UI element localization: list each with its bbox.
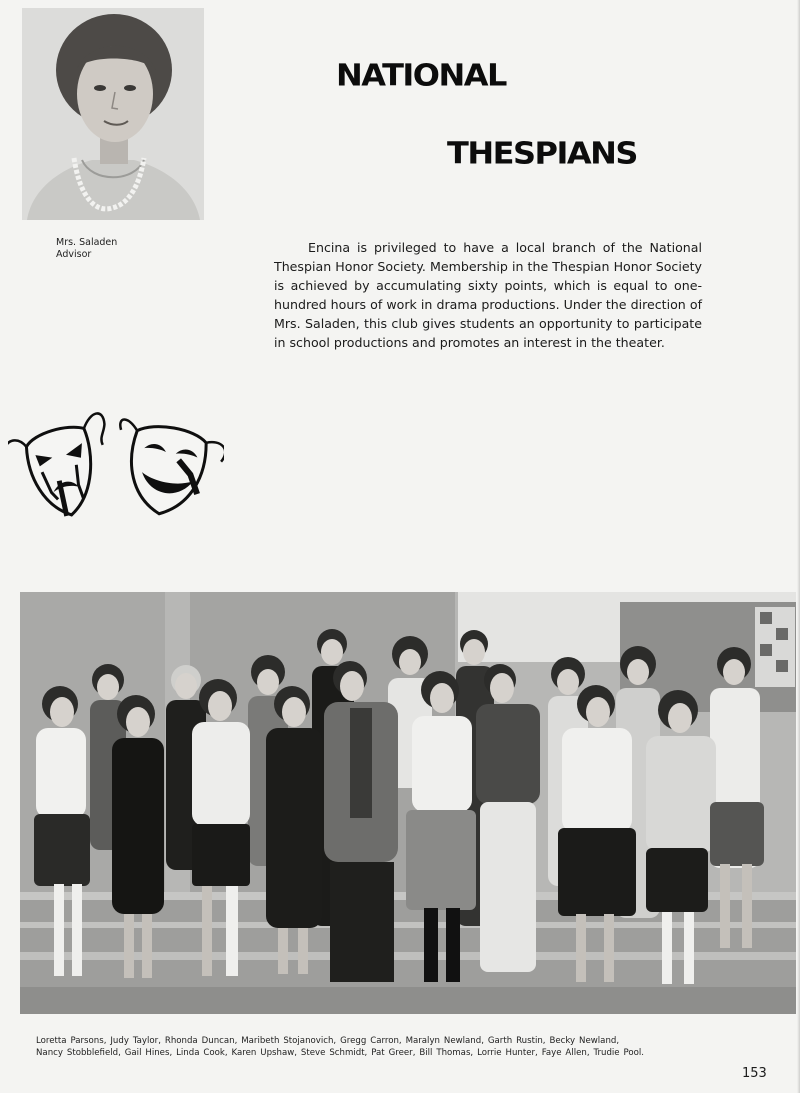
advisor-name: Mrs. Saladen bbox=[56, 237, 118, 248]
page-title-line-1: NATIONAL bbox=[336, 56, 506, 94]
photo-caption-line-1: Loretta Parsons, Judy Taylor, Rhonda Duncan, Maribeth Stojanovich, Gregg Carron, Maralyn Newland, Garth Rustin, Becky Newland, bbox=[36, 1036, 620, 1046]
page-title-line-2: THESPIANS bbox=[447, 134, 637, 172]
photo-caption bbox=[36, 1035, 764, 1059]
page-number: 153 bbox=[742, 1066, 767, 1081]
photo-caption-line-2: Nancy Stobblefield, Gail Hines, Linda Cook, Karen Upshaw, Steve Schmidt, Pat Greer, Bill Thomas, Lorrie Hunter, Faye Allen, Trudie Pool. bbox=[36, 1048, 645, 1058]
group-photo bbox=[20, 592, 796, 1014]
advisor-role: Advisor bbox=[56, 249, 92, 260]
comedy-tragedy-masks-icon bbox=[8, 408, 224, 518]
advisor-caption bbox=[56, 237, 117, 261]
advisor-portrait bbox=[22, 8, 204, 220]
body-paragraph: Encina is privileged to have a local branch of the National Thespian Honor Society. Membership in the Thespian Honor Society is achieved by accumulating sixty points, which is equal to one-hundred hours of work in drama productions. Under the direction of Mrs. Saladen, this club gives students an opportunity to participate in school productions and promotes an interest in the theater. bbox=[274, 240, 702, 350]
